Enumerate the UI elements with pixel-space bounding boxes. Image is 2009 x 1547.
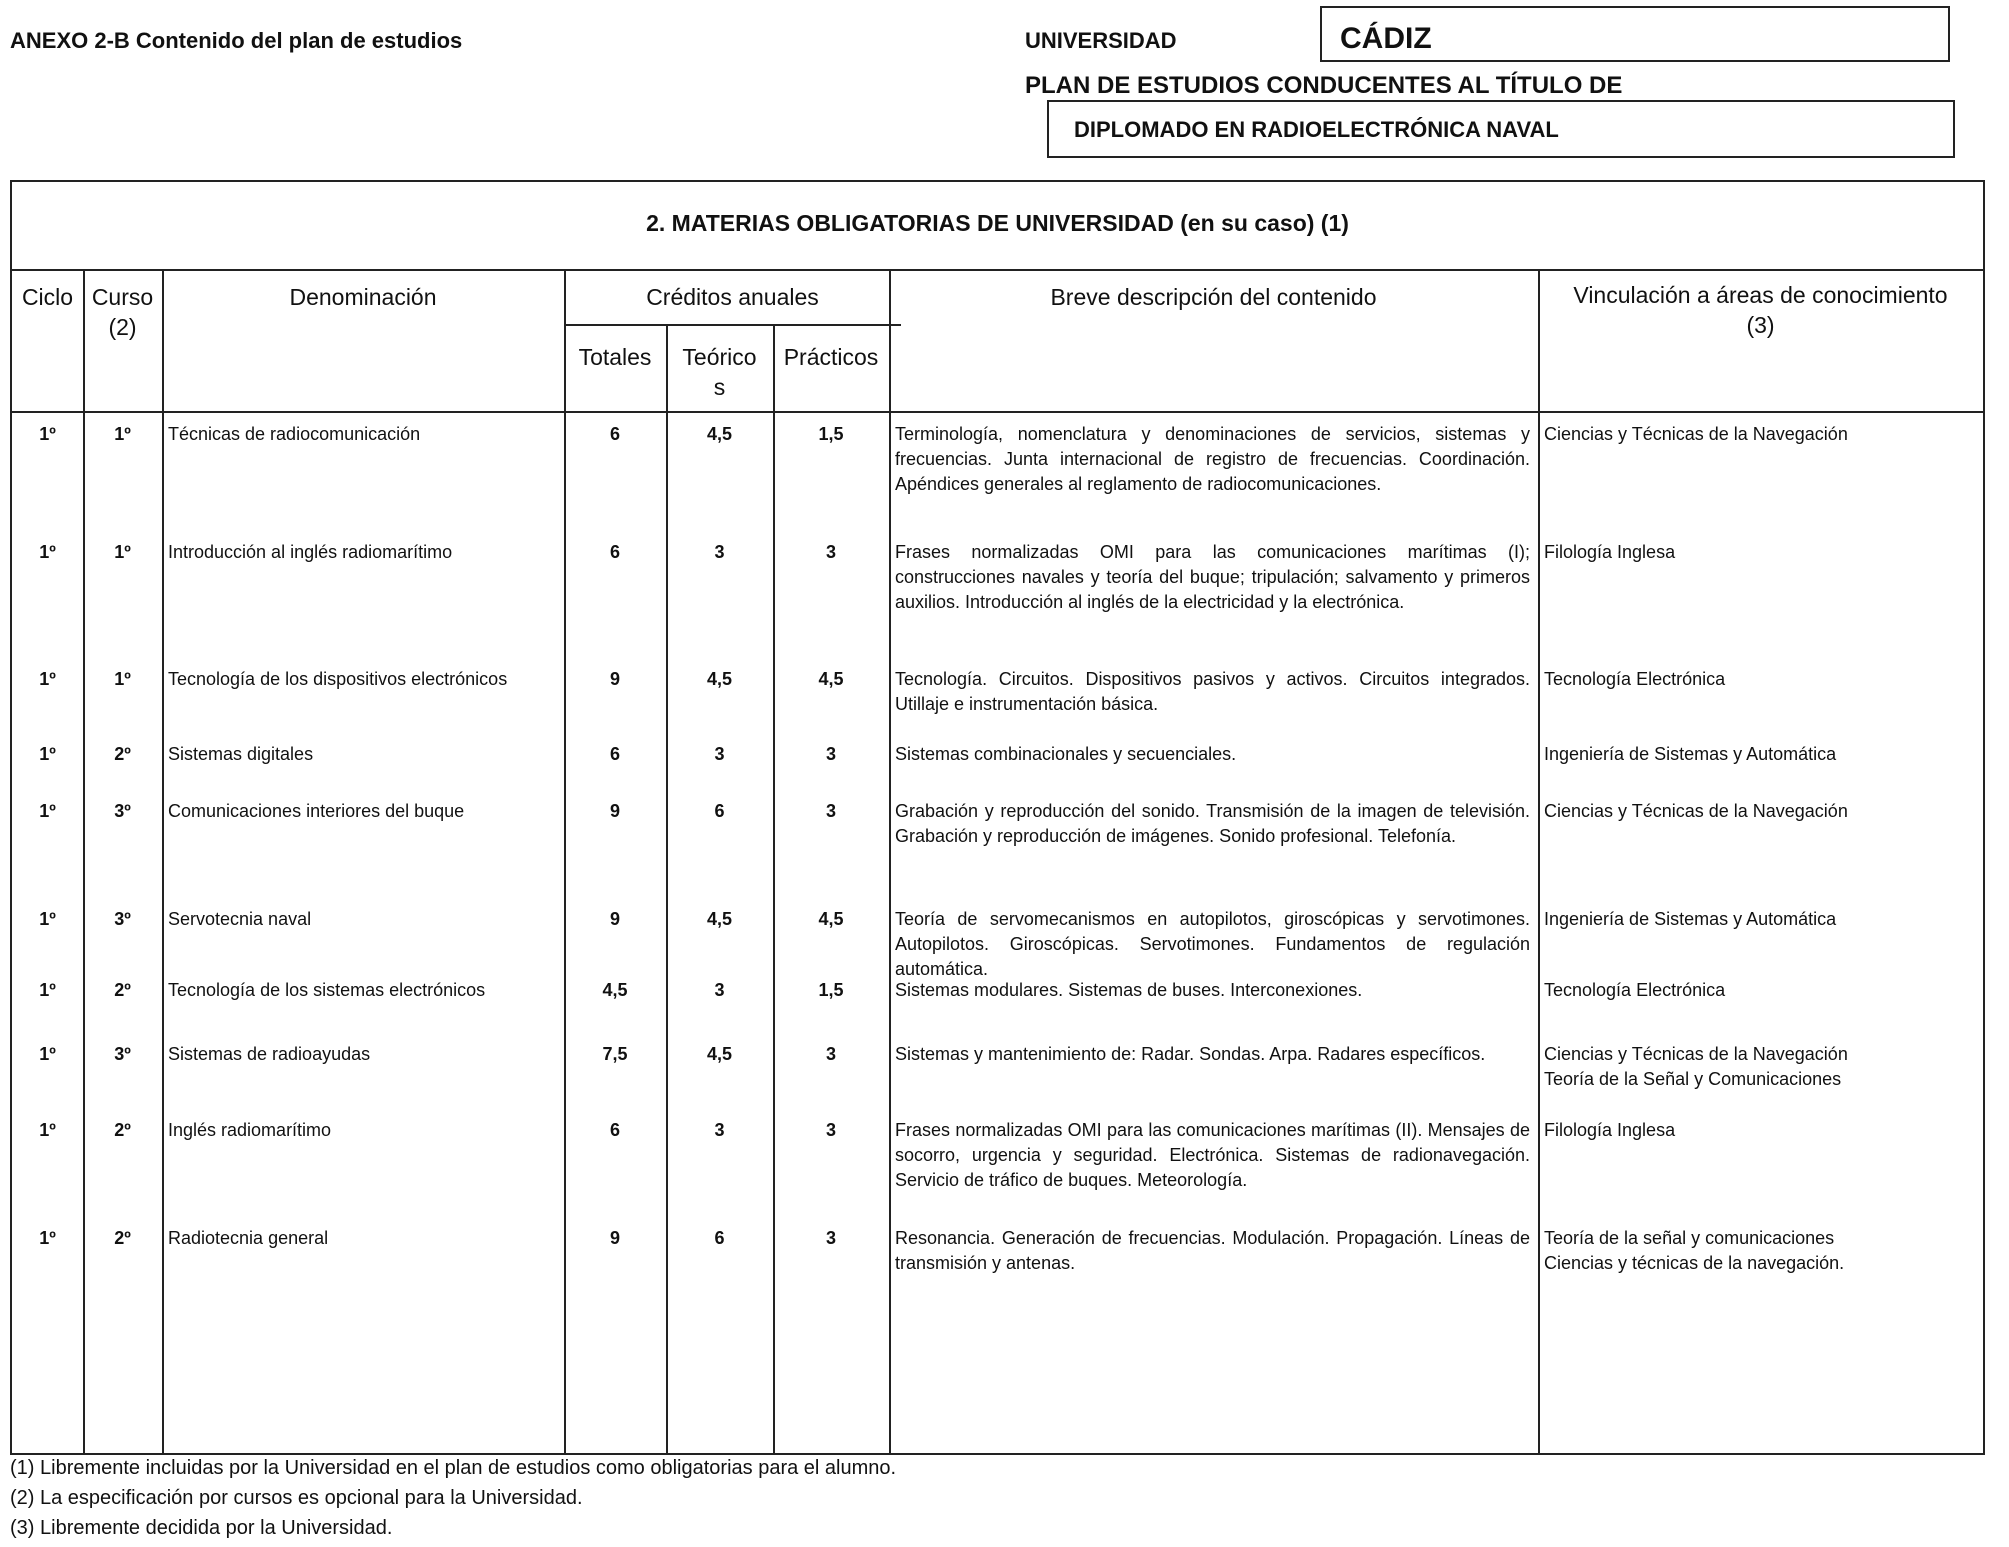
university-name: CÁDIZ — [1340, 22, 1432, 55]
col-header-totales: Totales — [578, 344, 652, 370]
cell-vinculacion: Tecnología Electrónica — [1544, 980, 1726, 1000]
cell-curso: 2º — [114, 980, 131, 1000]
cell-vinculacion: Tecnología Electrónica — [1544, 669, 1726, 689]
cell-totales: 9 — [609, 801, 620, 821]
footnote-1: (1) Libremente incluidas por la Universidad en el plan de estudios como obligatorias para el alumno. — [10, 1457, 897, 1479]
cell-curso: 2º — [114, 1228, 131, 1248]
annex-title: ANEXO 2-B Contenido del plan de estudios — [10, 28, 463, 53]
cell-totales: 9 — [609, 669, 620, 689]
university-label: UNIVERSIDAD — [1025, 28, 1177, 53]
cell-ciclo: 1º — [39, 669, 56, 689]
cell-totales: 4,5 — [602, 980, 628, 1000]
cell-vinculacion: Ciencias y Técnicas de la Navegación Teoría de la Señal y Comunicaciones — [1544, 1044, 1848, 1089]
cell-denominacion: Sistemas digitales — [168, 744, 314, 764]
cell-teoricos: 4,5 — [706, 1044, 733, 1064]
col-header-vinculacion: Vinculación a áreas de conocimiento — [1573, 282, 1948, 308]
cell-denominacion: Tecnología de los dispositivos electrónicos — [168, 669, 508, 689]
cell-denominacion: Radiotecnia general — [168, 1228, 329, 1248]
col-divider — [666, 324, 668, 1453]
cell-ciclo: 1º — [39, 744, 56, 764]
col-header-curso: Curso — [91, 284, 154, 310]
cell-ciclo: 1º — [39, 1228, 56, 1248]
cell-ciclo: 1º — [39, 542, 56, 562]
cell-practicos: 1,5 — [818, 980, 844, 1000]
credits-divider — [564, 324, 901, 326]
cell-curso: 2º — [114, 744, 131, 764]
degree-name: DIPLOMADO EN RADIOELECTRÓNICA NAVAL — [1074, 117, 1559, 142]
cell-teoricos: 3 — [714, 542, 725, 562]
col-header-practicos: Prácticos — [783, 344, 879, 370]
cell-practicos: 3 — [825, 801, 836, 821]
cell-totales: 9 — [609, 1228, 620, 1248]
col-divider — [773, 324, 775, 1453]
cell-descripcion: Frases normalizadas OMI para las comunicaciones marítimas (II). Mensajes de socorro, urgencia y seguridad. Electrónica. Sistemas de radionavegación. Servicio de tráfico de buques. Meteorología. — [895, 1120, 1530, 1190]
cell-denominacion: Servotecnia naval — [168, 909, 312, 929]
cell-descripcion: Teoría de servomecanismos en autopilotos, giroscópicas y servotimones. Autopilotos. Giroscópicas. Servotimones. Fundamentos de regulación automática. — [895, 909, 1530, 979]
cell-denominacion: Introducción al inglés radiomarítimo — [168, 542, 453, 562]
cell-denominacion: Sistemas de radioayudas — [168, 1044, 371, 1064]
footnote-3: (3) Libremente decidida por la Universidad. — [10, 1517, 393, 1539]
cell-teoricos: 4,5 — [706, 909, 733, 929]
cell-vinculacion: Ciencias y Técnicas de la Navegación — [1544, 424, 1848, 444]
cell-denominacion: Tecnología de los sistemas electrónicos — [168, 980, 486, 1000]
cell-teoricos: 4,5 — [706, 424, 733, 444]
cell-ciclo: 1º — [39, 801, 56, 821]
cell-practicos: 3 — [825, 1044, 836, 1064]
cell-curso: 3º — [114, 909, 131, 929]
col-header-ciclo: Ciclo — [21, 284, 74, 310]
cell-ciclo: 1º — [39, 1044, 56, 1064]
col-header-teoricos-s: s — [713, 374, 726, 400]
cell-vinculacion: Filología Inglesa — [1544, 1120, 1676, 1140]
cell-denominacion: Técnicas de radiocomunicación — [168, 424, 421, 444]
cell-practicos: 1,5 — [818, 424, 844, 444]
cell-denominacion: Comunicaciones interiores del buque — [168, 801, 465, 821]
cell-descripcion: Sistemas y mantenimiento de: Radar. Sondas. Arpa. Radares específicos. — [895, 1044, 1486, 1064]
cell-totales: 7,5 — [602, 1044, 628, 1064]
table-title: 2. MATERIAS OBLIGATORIAS DE UNIVERSIDAD (en su caso) (1) — [646, 210, 1349, 236]
col-divider — [162, 269, 164, 1453]
cell-vinculacion: Ciencias y Técnicas de la Navegación — [1544, 801, 1848, 821]
cell-practicos: 4,5 — [818, 669, 844, 689]
cell-practicos: 3 — [825, 744, 836, 764]
cell-descripcion: Sistemas combinacionales y secuenciales. — [895, 744, 1237, 764]
cell-curso: 2º — [114, 1120, 131, 1140]
cell-ciclo: 1º — [39, 980, 56, 1000]
cell-vinculacion: Filología Inglesa — [1544, 542, 1676, 562]
cell-descripcion: Terminología, nomenclatura y denominaciones de servicios, sistemas y frecuencias. Junta internacional de registro de frecuencias. Coordinación. Apéndices generales al reglamento de radiocomunicaciones. — [895, 424, 1530, 494]
cell-totales: 6 — [609, 542, 620, 562]
cell-descripcion: Grabación y reproducción del sonido. Transmisión de la imagen de televisión. Grabación y reproducción de imágenes. Sonido profesional. Telefonía. — [895, 801, 1530, 846]
cell-vinculacion: Ingeniería de Sistemas y Automática — [1544, 744, 1837, 764]
col-header-teoricos: Teórico — [682, 344, 757, 370]
degree-box — [1047, 100, 1955, 158]
cell-teoricos: 6 — [714, 801, 725, 821]
cell-teoricos: 6 — [714, 1228, 725, 1248]
col-header-creditos: Créditos anuales — [646, 284, 819, 310]
cell-totales: 6 — [609, 744, 620, 764]
cell-practicos: 3 — [825, 1120, 836, 1140]
cell-teoricos: 3 — [714, 1120, 725, 1140]
cell-curso: 3º — [114, 1044, 131, 1064]
col-divider — [1538, 269, 1540, 1453]
cell-totales: 9 — [609, 909, 620, 929]
cell-teoricos: 4,5 — [706, 669, 733, 689]
cell-ciclo: 1º — [39, 424, 56, 444]
col-header-descripcion: Breve descripción del contenido — [1050, 284, 1377, 310]
cell-teoricos: 3 — [714, 980, 725, 1000]
cell-curso: 3º — [114, 801, 131, 821]
title-divider — [12, 269, 1983, 271]
cell-practicos: 3 — [825, 1228, 836, 1248]
cell-curso: 1º — [114, 424, 131, 444]
university-name-box — [1320, 6, 1950, 62]
cell-descripcion: Frases normalizadas OMI para las comunicaciones marítimas (I); construcciones navales y teoría del buque; tripulación; salvamento y primeros auxilios. Introducción al inglés de la electricidad y la electrónica. — [895, 542, 1530, 612]
cell-denominacion: Inglés radiomarítimo — [168, 1120, 332, 1140]
col-header-curso-note: (2) — [108, 314, 137, 340]
cell-descripcion: Resonancia. Generación de frecuencias. Modulación. Propagación. Líneas de transmisión y antenas. — [895, 1228, 1530, 1273]
col-header-denominacion: Denominación — [289, 284, 437, 310]
col-divider — [889, 269, 891, 1453]
cell-descripcion: Tecnología. Circuitos. Dispositivos pasivos y activos. Circuitos integrados. Utillaje e instrumentación básica. — [895, 669, 1530, 714]
cell-ciclo: 1º — [39, 1120, 56, 1140]
cell-descripcion: Sistemas modulares. Sistemas de buses. Interconexiones. — [895, 980, 1363, 1000]
col-header-vinculacion-note: (3) — [1746, 312, 1775, 338]
plan-label: PLAN DE ESTUDIOS CONDUCENTES AL TÍTULO DE — [1025, 72, 1623, 99]
cell-practicos: 3 — [825, 542, 836, 562]
cell-totales: 6 — [609, 424, 620, 444]
cell-vinculacion: Teoría de la señal y comunicaciones Ciencias y técnicas de la navegación. — [1544, 1228, 1845, 1273]
cell-totales: 6 — [609, 1120, 620, 1140]
cell-vinculacion: Ingeniería de Sistemas y Automática — [1544, 909, 1837, 929]
cell-curso: 1º — [114, 542, 131, 562]
cell-curso: 1º — [114, 669, 131, 689]
footnote-2: (2) La especificación por cursos es opcional para la Universidad. — [10, 1487, 583, 1509]
subjects-table — [10, 180, 1985, 1455]
header-divider — [12, 411, 1983, 413]
cell-practicos: 4,5 — [818, 909, 844, 929]
cell-teoricos: 3 — [714, 744, 725, 764]
cell-ciclo: 1º — [39, 909, 56, 929]
